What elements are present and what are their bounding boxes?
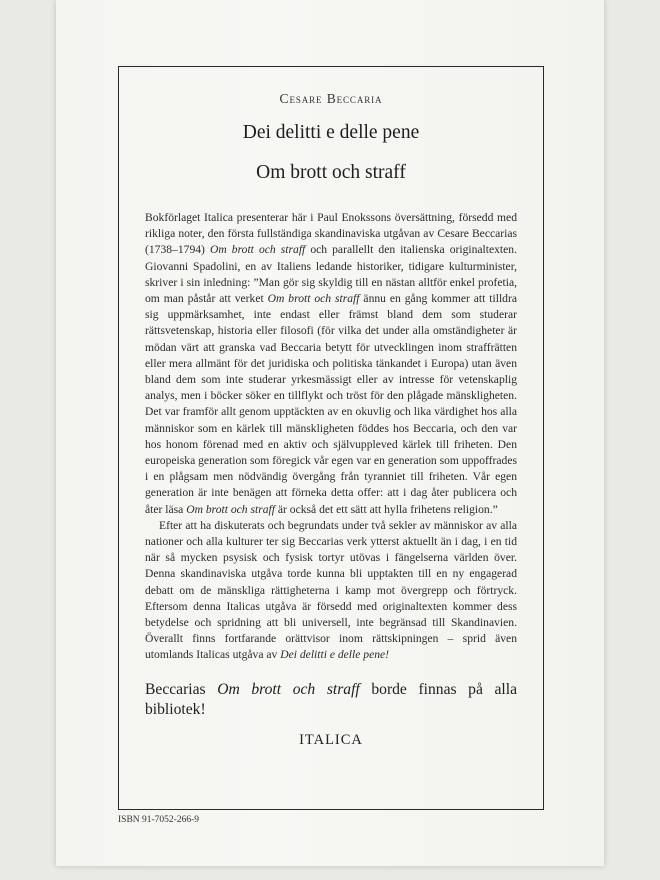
text-run: borde finnas på alla bibliotek! [145,680,518,718]
text-run: Efter att ha diskuterats och begrundats under två sekler av människor av alla nationer och alla kulturer ter sig Beccarias verk ytterst aktuellt än i dag, i en tid när så mycken psysisk och fysisk tortyr utövas i fängelserna världen över. Denna skandinaviska utgåva torde kunna bli upptakten till en ny engagerad debatt om de mänskliga rättigheterna i kamp mot övergrepp och förtryck. Eftersom denna Italicas utgåva är försedd med originaltexten kommer dess betydelse och spridning att bli universell, inte begränsad till Skandinavien. Överallt finns fortfarande orättvisor inom rättskipningen – sprid även utomlands Italicas utgåva av [145,518,517,662]
title-italian: Dei delitti e delle pene [242,122,420,143]
author-name: Cesare Beccaria [279,91,383,106]
closing-statement [145,680,517,720]
text-frame [118,66,544,810]
text-run: Bokförlaget Italica presenterar här i Paul Enokssons översättning, försedd med rikliga noter, den första fullständiga skandinaviska utgåvan av Cesare Beccarias (1738–1794) [145,211,517,257]
italic-title-run: Om brott och straff [267,292,360,306]
text-run: ännu en gång kommer att tilldra sig uppmärksamhet, inte endast eller främst bland dem som studerar rättsvetenskap, historia eller filosofi (för vilka det under alla omständigheter är mödan värt att granska vad Beccaria betytt för utvecklingen inom straffrätten eller mera allmänt för det juridiska och politiska tänkandet i Europa) utan även bland dem som inte studerar yrkesmässigt eller av intresse för vetenskaplig analys, men i böcker söker en tillflykt och tröst för den plågade mänskligheten. Det var framför allt genom upptäckten av en okuvlig och lika värdighet hos alla människor som en kärlek till mänskligheten föddes hos Beccaria, och den var hos honom förenad med en aktiv och självuppleved kärlek till friheten. Den europeiska generation som föregick vår egen var en generation som uppoffrades i en plågsam men nödvändig övergång från tyranniet till friheten. Vår egen generation är inte benägen att förneka detta offer: att i dag åter publicera och åter läsa [145,292,517,516]
text-run: Beccarias [145,680,218,698]
blurb-text [145,210,517,664]
title-swedish: Om brott och straff [256,162,406,183]
text-run: är också det ett sätt att hylla frihetens religion.” [275,502,498,516]
text-run: och parallellt den italienska originaltexten. Giovanni Spadolini, en av Italiens ledande historiker, tidigare kulturminister, skriver i sin inledning: ”Man gör sig skyldig till en nästan alltför enkel profetia, om man påstår att verket [145,243,517,306]
isbn-number: ISBN 91-7052-266-9 [118,815,200,825]
publisher-name: ITALICA [299,731,363,748]
italic-title-run: Dei delitti e delle pene! [280,648,390,662]
book-back-cover [56,0,604,866]
italic-title-run: Om brott och straff [186,502,275,516]
blurb-paragraph-2 [145,518,517,664]
italic-title-run: Om brott och straff [217,680,360,698]
blurb-paragraph-1 [145,210,517,518]
italic-title-run: Om brott och straff [209,243,306,257]
